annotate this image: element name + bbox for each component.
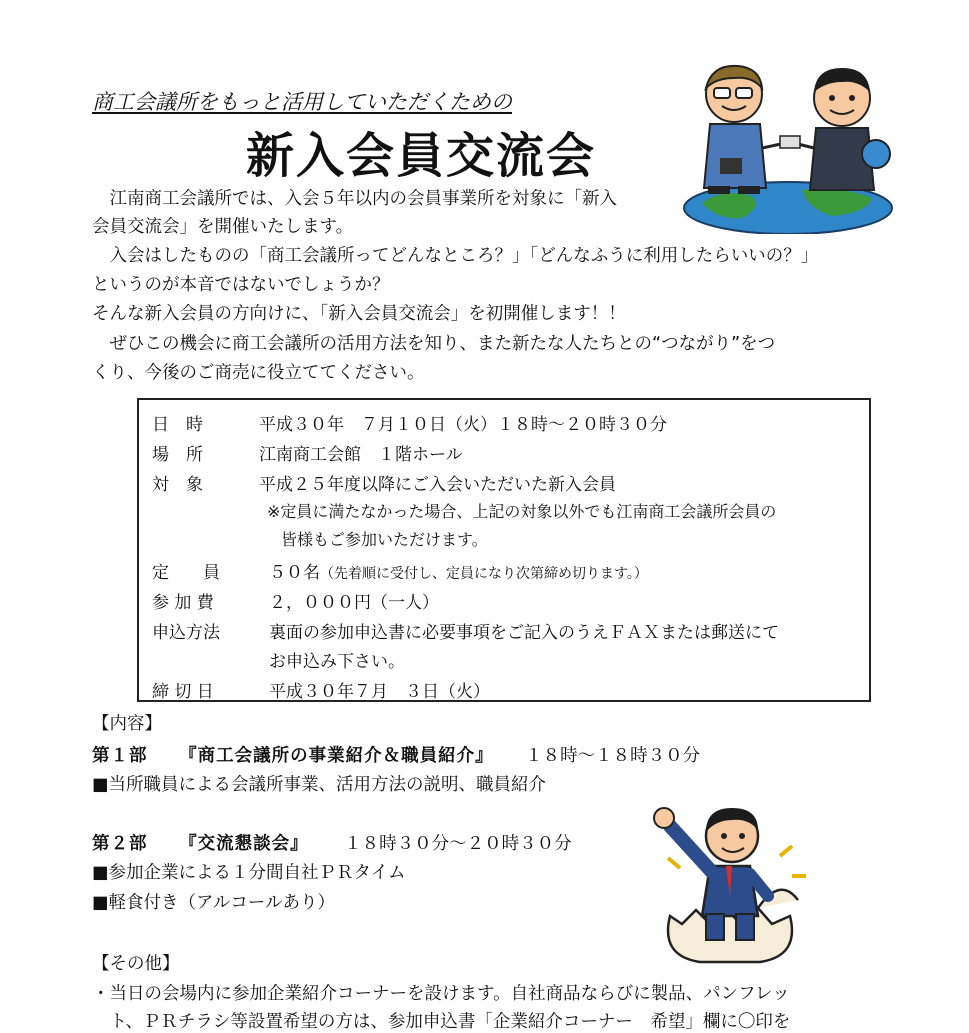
target-note-1: ※定員に満たなかった場合、上記の対象以外でも江南商工会議所会員の [267, 502, 777, 521]
intro-line-4: というのが本音ではないでしょうか？ [92, 275, 390, 295]
part1-row [92, 745, 700, 767]
event-subtitle: 商工会議所をもっと活用していただくための [92, 90, 512, 114]
contents-heading: 【内容】 [92, 714, 162, 734]
part1-item: ■当所職員による会議所事業、活用方法の説明、職員紹介 [92, 775, 547, 795]
part2-label: 第２部 [92, 834, 148, 854]
date-value: 平成３０年 ７月１０日（火）１８時～２０時３０分 [259, 415, 667, 435]
part2-row [92, 833, 572, 855]
part2-time: １８時３０分～２０時３０分 [344, 834, 572, 854]
deadline-value: 平成３０年７月 ３日（火） [269, 682, 490, 702]
part1-label: 第１部 [92, 746, 148, 766]
part1-title: 『商工会議所の事業紹介＆職員紹介』 [179, 746, 494, 766]
place-value: 江南商工会館 １階ホール [259, 445, 463, 465]
apply-label: 申込方法 [152, 623, 220, 643]
businessman-egg-illustration [640, 796, 810, 966]
place-label: 場 所 [152, 445, 203, 465]
date-label: 日 時 [152, 415, 203, 435]
intro-line-3: 入会はしたものの「商工会議所ってどんなところ？」「どんなふうに利用したらいいの？」 [92, 246, 819, 266]
target-label: 対 象 [152, 475, 203, 495]
fee-label: 参 加 費 [152, 593, 214, 613]
other-heading: 【その他】 [92, 954, 180, 974]
capacity-label: 定 員 [152, 563, 220, 583]
target-value: 平成２５年度以降にご入会いただいた新入会員 [259, 475, 616, 495]
intro-line-7: くり、今後のご商売に役立ててください。 [92, 363, 425, 383]
part2-title: 『交流懇談会』 [179, 834, 309, 854]
capacity-value: ５０名 [269, 563, 320, 583]
intro-line-6: ぜひこの機会に商工会議所の活用方法を知り、また新たな人たちとの“つながり”をつ [92, 334, 776, 354]
part1-time: １８時～１８時３０分 [525, 746, 701, 766]
intro-line-5: そんな新入会員の方向けに、「新入会員交流会」を初開催します！！ [92, 304, 626, 324]
part2-item-1: ■参加企業による１分間自社ＰＲタイム [92, 863, 406, 883]
event-info-box [137, 398, 871, 702]
other-line-1: ・当日の会場内に参加企業紹介コーナーを設けます。自社商品ならびに製品、パンフレッ [92, 984, 790, 1004]
deadline-label: 締 切 日 [152, 682, 214, 702]
handshake-illustration [682, 58, 894, 234]
fee-value: ２，０００円（一人） [269, 593, 439, 613]
apply-value-1: 裏面の参加申込書に必要事項をご記入のうえＦＡＸまたは郵送にて [269, 623, 779, 643]
capacity-value-group [269, 558, 648, 583]
intro-line-1: 江南商工会議所では、入会５年以内の会員事業所を対象に「新入 [92, 189, 617, 209]
capacity-note: （先着順に受付し、定員になり次第締め切ります。） [320, 566, 648, 582]
part2-item-2: ■軽食付き（アルコールあり） [92, 893, 335, 913]
apply-value-2: お申込み下さい。 [269, 652, 405, 672]
event-title: 新入会員交流会 [246, 128, 597, 184]
target-note-2: 皆様もご参加いただけます。 [281, 530, 488, 549]
intro-line-2: 会員交流会」を開催いたします。 [92, 217, 354, 237]
other-line-2: ト、ＰＲチラシ等設置希望の方は、参加申込書「企業紹介コーナー 希望」欄に〇印を [92, 1012, 791, 1032]
